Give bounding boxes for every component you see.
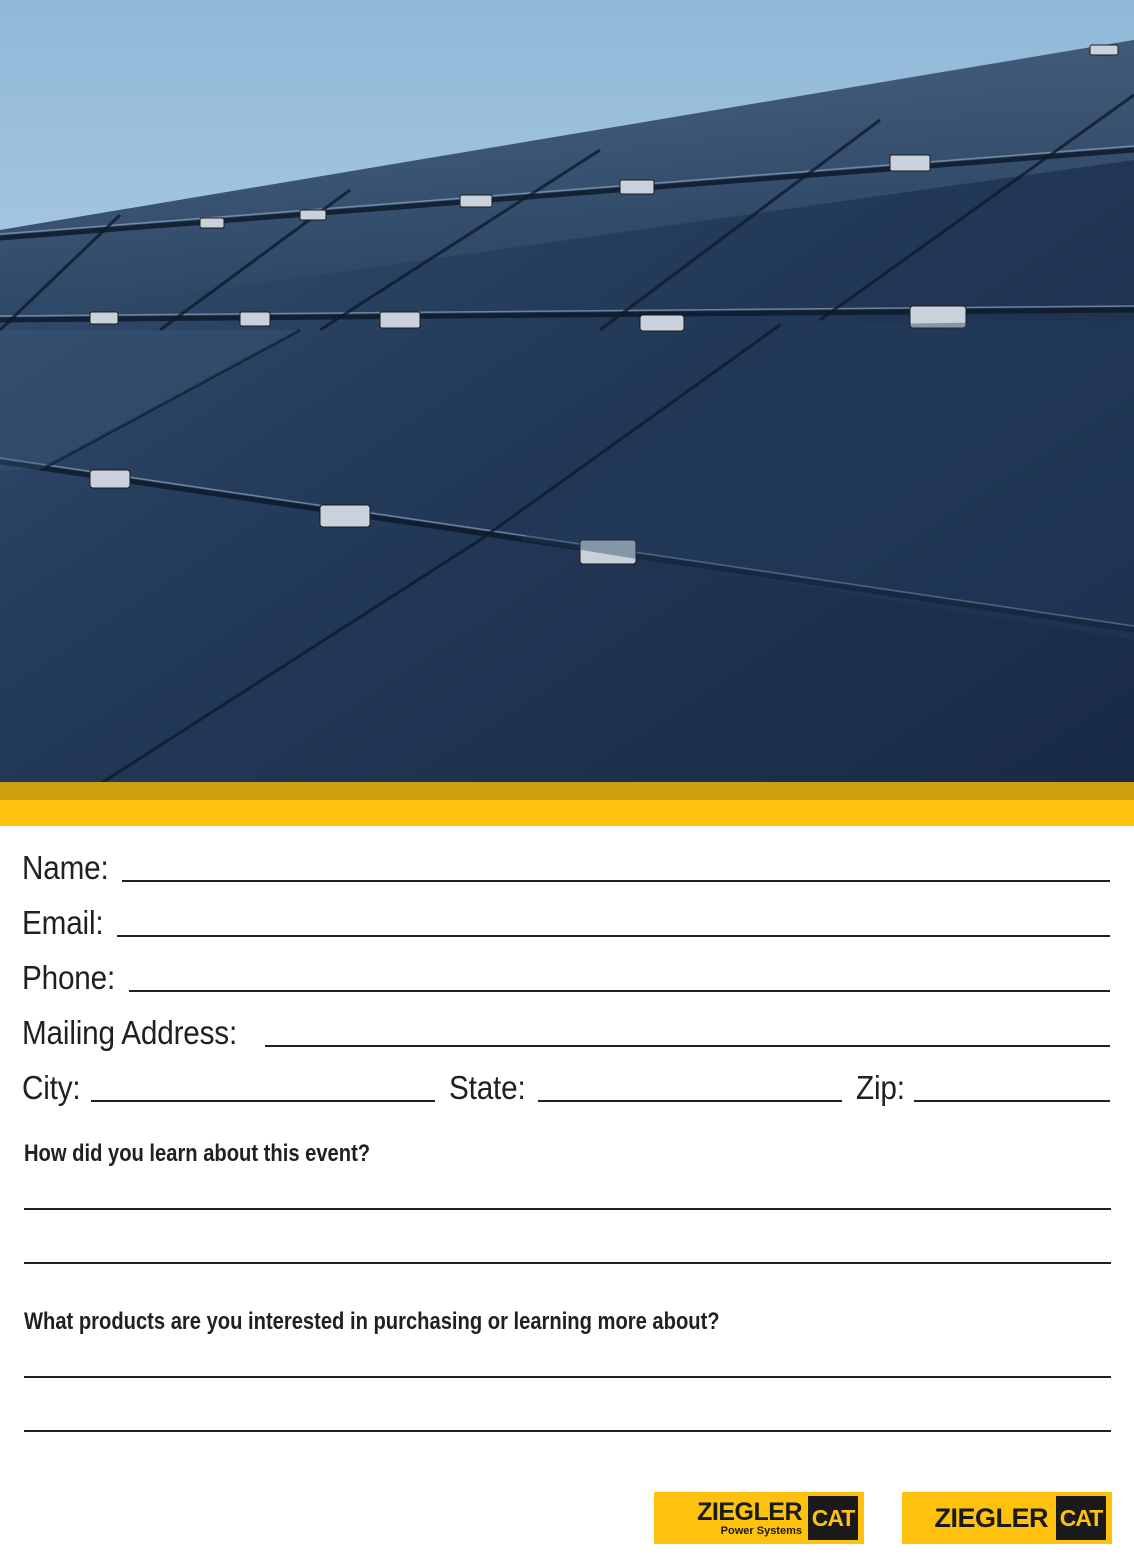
answer-line-3[interactable] (24, 1376, 1111, 1378)
city-label: City: (22, 1069, 81, 1106)
state-field[interactable] (538, 1100, 842, 1102)
answer-line-2[interactable] (24, 1262, 1111, 1264)
cat-logo-mark: CAT (808, 1496, 858, 1540)
phone-row (22, 950, 1110, 994)
email-row (22, 895, 1110, 939)
question-products-interest: What products are you interested in purchasing or learning more about? (24, 1308, 720, 1335)
logo2-name: ZIEGLER (934, 1502, 1048, 1533)
address-label: Mailing Address: (22, 1014, 238, 1051)
city-state-zip-row (22, 1060, 1110, 1104)
city-field[interactable] (91, 1100, 435, 1102)
zip-field[interactable] (914, 1100, 1110, 1102)
state-label: State: (449, 1069, 526, 1106)
name-row (22, 840, 1110, 884)
answer-line-4[interactable] (24, 1430, 1111, 1432)
ziegler-power-systems-logo (654, 1492, 864, 1544)
zip-label: Zip: (856, 1069, 905, 1106)
ziegler-cat-logo (902, 1492, 1112, 1544)
name-label: Name: (22, 849, 109, 886)
logo1-name: ZIEGLER (697, 1497, 802, 1526)
name-field[interactable] (122, 880, 1110, 882)
email-field[interactable] (117, 935, 1111, 937)
phone-label: Phone: (22, 959, 116, 996)
answer-line-1[interactable] (24, 1208, 1111, 1210)
accent-band (0, 800, 1134, 826)
phone-field[interactable] (129, 990, 1110, 992)
accent-band-dark (0, 782, 1134, 802)
cat-logo-mark-2: CAT (1056, 1496, 1106, 1540)
address-row (22, 1005, 1110, 1049)
address-field[interactable] (265, 1045, 1110, 1047)
email-label: Email: (22, 904, 104, 941)
question-learn-about-event: How did you learn about this event? (24, 1140, 371, 1167)
logo1-subtitle: Power Systems (720, 1524, 802, 1537)
